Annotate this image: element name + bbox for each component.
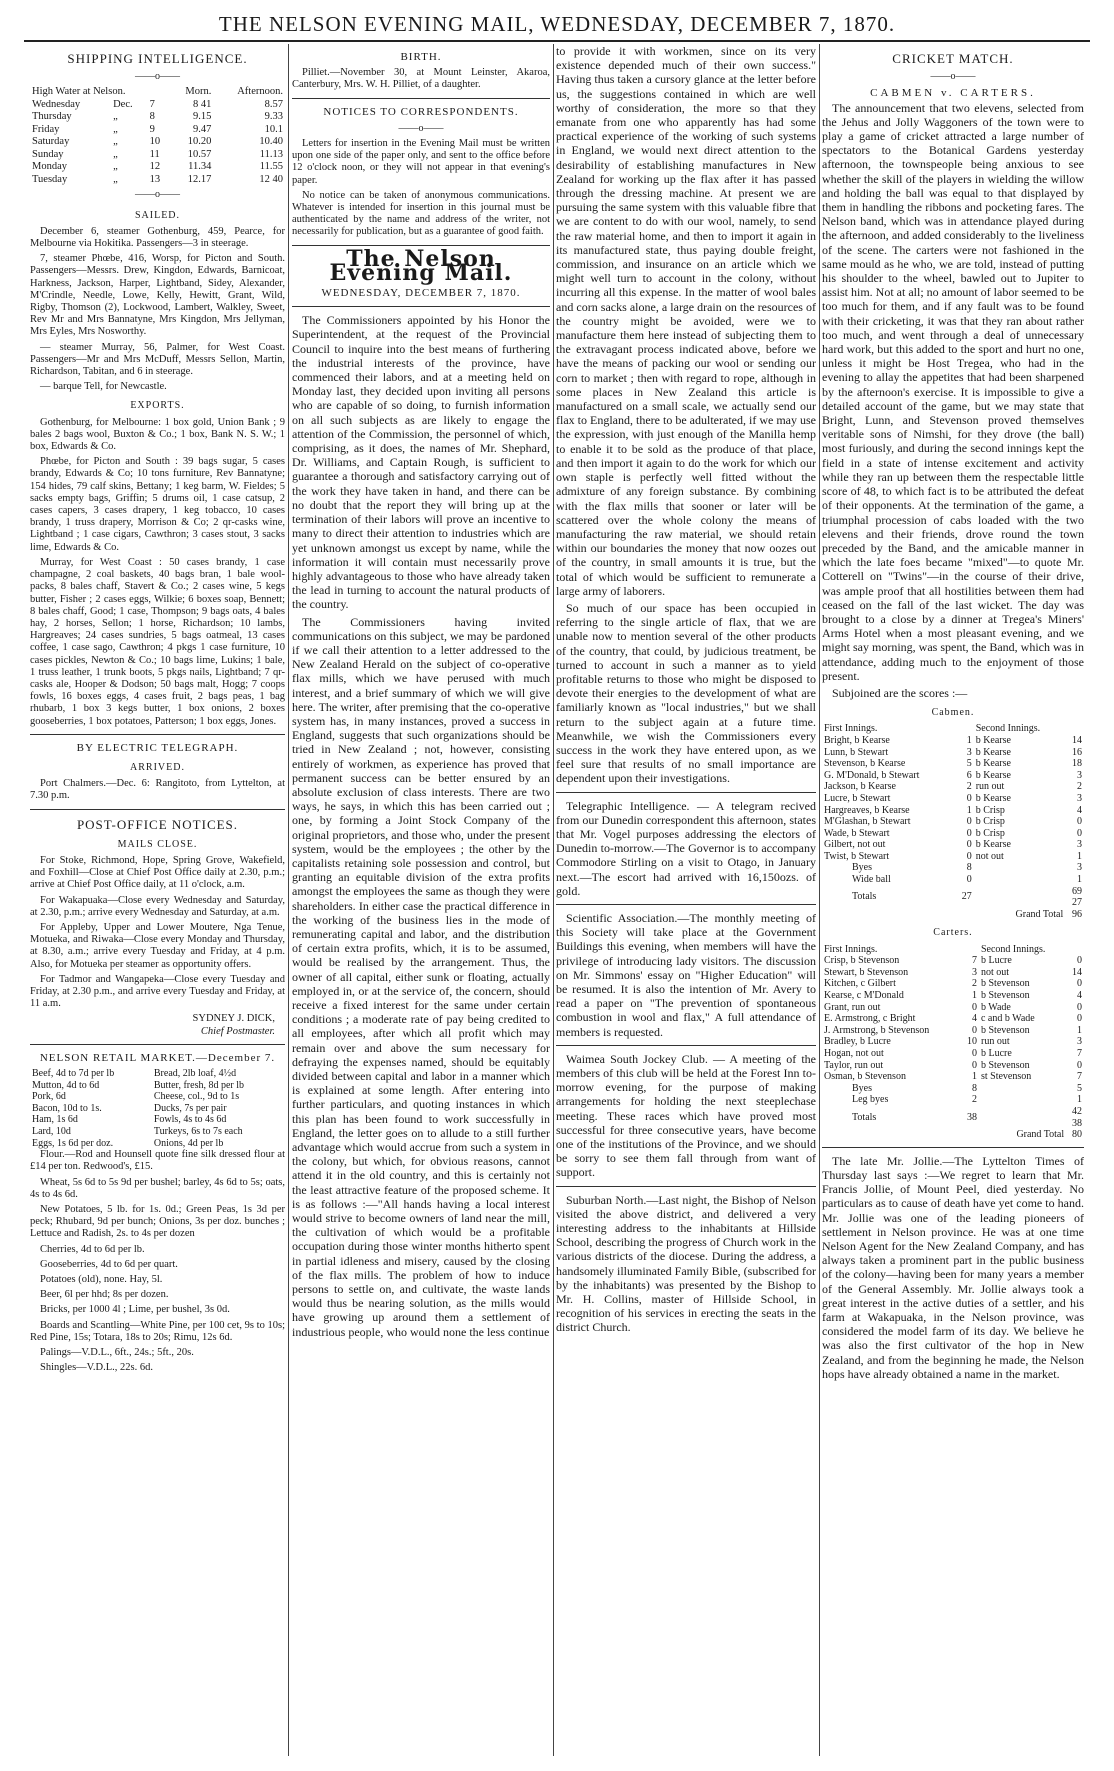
newspaper-banner: The Nelson Evening Mail. (329, 245, 513, 286)
market-note: Cherries, 4d to 6d per lb. (40, 1243, 145, 1255)
signature: SYDNEY J. DICK, (192, 1013, 275, 1025)
score-row: Hogan, not out 0 b Lucre 7 (824, 1047, 1082, 1059)
telegraph-title: BY ELECTRIC TELEGRAPH. (76, 741, 239, 754)
editorial-paragraph: So much of our space has been occupied in referring to the single article of flax, that we are unable now to mention several of the other products of the country, that could, by judicious treatment, be turned to account in such a manner as to yield profitable returns to those who might be disposed to devote their energies to the development of what are familiarly known as "local industries," but we shall return to the subject again at a future time. Meanwhile, we wish the Commissioners every success in the work they have entered upon, as we feel sure that results of no small importance are dependent upon their investigations. (556, 600, 816, 786)
notice-item: Letters for insertion in the Evening Mail must be written upon one side of the paper only, and sent to the office before 12 o'clock noon, or they will not appear in that evening's paper. (292, 138, 550, 186)
score-row: Wade, b Stewart 0 b Crisp 0 (824, 827, 1082, 839)
notices-title: NOTICES TO CORRESPONDENTS. (323, 105, 519, 118)
notice-item: No notice can be taken of anonymous communications. Whatever is intended for insertion in this journal must be authenticated by the name and address of the writer, not necessarily for publication, but as a guarantee of good faith. (292, 189, 550, 238)
innings-head: Second Innings. (980, 943, 1046, 955)
market-title: NELSON RETAIL MARKET.—December 7. (39, 1051, 276, 1064)
score-row: Twist, b Stewart 0 not out 1 (824, 850, 1082, 862)
score-row: M'Glashan, b Stewart 0 b Crisp 0 (824, 816, 1082, 828)
score-row: Kitchen, c Gilbert 2 b Stevenson 0 (824, 978, 1082, 990)
editorial-paragraph: The Commissioners appointed by his Honor the Superintendent, at the request of the Provincial Council to inquire into the best means of furthering the industrial interests of the province, have commenced their labors, and at a meeting held on Monday last, they decided upon inviting all persons who are capable of so doing, to furnish information on all such subjects as are likely to engage the attention of the Commission, the personnel of which, comprising, as it does, the names of Mr. Shephard, Dr. Williams, and Captain Rough, is sufficient to guarantee a thorough and satisfactory carrying out of the work they have taken in hand, and there can be no doubt that the report they will bring up at the termination of their labors will prove an incentive to many to direct their attention to industries which are yet unknown amongst us except by name, while the information it will contain must necessarily prove highly advantageous to those who have already taken the lead in turning to account the natural products of the country. (292, 313, 550, 612)
market-note: Shingles—V.D.L., 22s. 6d. (40, 1362, 153, 1374)
market-note: Gooseberries, 4d to 6d per quart. (40, 1258, 178, 1270)
totals-row: Totals 27 69 27 (852, 885, 1082, 909)
grand-total-row: Grand Total 96 (1015, 908, 1082, 920)
top-rule (24, 40, 1090, 42)
post-title: POST-OFFICE NOTICES. (76, 816, 239, 832)
market-note: Bricks, per 1000 4l ; Lime, per bushel, 3s 0d. (40, 1304, 230, 1316)
cricket-title: CRICKET MATCH. (892, 51, 1014, 66)
score-row: Byes 8 5 (852, 1082, 1082, 1094)
exports-title: EXPORTS. (130, 400, 185, 412)
post-item: For Appleby, Upper and Lower Moutere, Nga Tenue, Motueka, and Riwaka—Close every Monday and Thursday, at 8.30, a.m.; arrive every Tuesday and Friday, at 4 p.m. Also, for Motueka per steamer as opportunity offers. (30, 921, 285, 970)
market-note: Wheat, 5s 6d to 5s 9d per bushel; barley, 4s 6d to 5s; oats, 4s to 4s 6d. (30, 1176, 285, 1200)
column-rule (553, 44, 554, 1756)
score-row: Taylor, run out 0 b Stevenson 0 (824, 1059, 1082, 1071)
divider (30, 1044, 285, 1045)
market-row: Bacon, 10d to 1s. Ducks, 7s per pair (32, 1102, 227, 1114)
market-note: Beer, 6l per hhd; 8s per dozen. (40, 1289, 169, 1301)
innings-head: First Innings. (824, 723, 878, 735)
tide-row: Saturday „ 10 10.20 10.40 (32, 136, 283, 148)
market-row: Mutton, 4d to 6d Butter, fresh, 8d per lb (32, 1079, 245, 1091)
cabmen-scores (822, 723, 1084, 920)
jollie-obituary: The late Mr. Jollie.—The Lyttelton Times of Thursday last says :—We regret to learn that Mr. Francis Jollie, of Mount Peel, died yesterday. No particulars as to cause of death have yet come to hand. Mr. Jollie was one of the leading pioneers of settlement in Nelson province. He was at one time Nelson Agent for the New Zealand Company, and has always taken a prominent part in the public business of the colony—having been for many years a member of the General Assembly. Mr. Jollie always took a great interest in the active duties of a settler, and his farm at Wakapuaka, in the Nelson province, was considered the model farm of its day. We believe he was also the first cultivator of the hop in New Zealand, and from the beginning he made, the Nelson hops have already obtained a name in the market. (822, 1153, 1084, 1381)
market-note: Flour.—Rod and Hounsell quote fine silk dressed flour at £14 per ton. Redwood's, £15. (30, 1149, 285, 1173)
score-row: Leg byes 2 1 (852, 1094, 1082, 1106)
divider: ——o—— (135, 71, 180, 83)
telegraph-sub: ARRIVED. (130, 761, 185, 773)
sailed-item: 7, steamer Phœbe, 416, Worsp, for Picton and South. Passengers—Messrs. Drew, Kingdon, Edwards, Barnicoat, Harkness, Jackson, Harper, Lightband, Sidey, Alexander, M'Crindle, Needle, Lowe, Kelly, Hewitt, Grant, Wild, Rigby, Thomson (2), Lockwood, Lambert, Walkley, Sweet, Rev Mr and Mrs Bannatyne, Mrs Kingdon, Mrs Jellyman, Mrs Eyles, Mrs Nosworthy. (30, 253, 285, 338)
market-row: Ham, 1s 6d Fowls, 4s to 4s 6d (32, 1114, 227, 1126)
sailed-item: — steamer Murray, 56, Palmer, for West Coast. Passengers—Mr and Mrs McDuff, Messrs Sellon, Martin, Richardson, Tabitan, and 6 in steerage. (30, 341, 285, 378)
column-2 (292, 44, 550, 1756)
market-note: Palings—V.D.L., 6ft., 24s.; 5ft., 20s. (40, 1347, 194, 1358)
score-row: Stevenson, b Kearse 5 b Kearse 18 (824, 758, 1082, 770)
market-note: Potatoes (old), none. Hay, 5l. (40, 1273, 163, 1285)
market-row: Pork, 6d Cheese, col., 9d to 1s (32, 1091, 240, 1103)
tide-row: Thursday „ 8 9.15 9.33 (32, 111, 283, 123)
shipping-title: SHIPPING INTELLIGENCE. (67, 51, 248, 66)
divider (556, 904, 816, 905)
column-1 (30, 44, 285, 1756)
market-row: Beef, 4d to 7d per lb Bread, 2lb loaf, 4½d (32, 1068, 237, 1079)
post-sub: MAILS CLOSE. (117, 838, 198, 850)
score-row: Lucre, b Stewart 0 b Kearse 3 (824, 792, 1082, 804)
score-row: Gilbert, not out 0 b Kearse 3 (824, 839, 1082, 851)
carters-scores (822, 944, 1084, 1141)
export-item: Murray, for West Coast : 50 cases brandy, 1 case champagne, 2 coal baskets, 40 bags bran, 1 bale wool-packs, 8 bales chaff, Stavert & Co.; 2 cases wine, 5 kegs butter, Fisher ; 2 cases eggs, Wilkie; 6 boxes soap, Bennett; 8 bales chaff, Good; 1 case, Thompson; 9 bags oats, 4 bales hay, 2 horses, Sellon; 1 horse, Richardson; 10 lambs, Hargreaves; 24 cases sundries, 5 bags oatmeal, 13 cases coffee, 1 case sago, Cawthron; 4 pkgs 1 case furniture, 10 cases pickles, Newton & Co.; 10 bags lime, Lukins; 1 bale, 1 truss leather, 1 trunk boots, 5 pkgs nails, Lightband; 7 qr-casks ale, Hooper & Dodson; 50 bags malt, Hogg; 7 coops fowls, 16 boxes eggs, 4 cases fruit, 2 bags peas, 1 bag rhubarb, 1 box 3 kegs butter, 1 box onions, 2 boxes gooseberries, 1 box potatoes, Patterson; 1 box eggs, Jones. (30, 556, 285, 727)
innings-head: Second Innings. (975, 723, 1041, 735)
signature-title: Chief Postmaster. (200, 1025, 275, 1037)
cabmen-label: Cabmen. (931, 707, 975, 719)
export-item: Gothenburg, for Melbourne: 1 box gold, Union Bank ; 9 bales 2 bags wool, Buxton & Co.; 1 box, Bank N. S. W.; 1 box, Edwards & Co. (30, 416, 285, 453)
cricket-report: The announcement that two elevens, selected from the Jehus and Jolly Waggoners of the town were to play a game of cricket attracted a large number of spectators to the Botanical Gardens yesterday afternoon, the townspeople being anxious to see whether the skill of the players in wielding the willow and holding the ball was equal to that displayed by them in handling the ribbons and pocketing fares. The Nelson band, which was in attendance played during the afternoon, and added considerably to the liveliness of the scene. The carters were not fashioned in the same mould as he who, we are told, instead of putting his shoulder to the wheel, bawled out to Jupiter to assist him. Not at all; no amount of labor seemed to be too much for them, and if any fault was to be found with their cricketing, it was that they ran about rather too much, and went through a deal of unnecessary hard work, but this added to the sport and hurt no one, unless it might be Host Tregea, who had in the evening to allay the appetites that had been sharpened by the afternoon's exercise. It is impossible to give a detailed account of the game, but we may state that Bright, Lunn, and Stevenson proved themselves veritable sons of Nimshi, for they drove (the ball) most furiously, and during the second innings kept the field in a state of intense excitement and activity while they ran up between them the respectable little score of 48, to which fact is to be attributed the defeat of their opponents. At the termination of the game, a triumphal procession of cabs loaded with the two elevens and their friends, drove round the town preceded by the Band, and the amicable manner in which the late foes became "mixed"—to quote Mr. Cotterell on "Twins"—in the course of their drive, was ample proof that all hostilities between them had ceased on the fall of the last wicket. The day was brought to a close by a dinner at Tregea's Miners' Arms Hotel when a most pleasant evening, and we might say morning, was spent, the Band, which was in attendance, adding much to the enjoyment of those present. (822, 100, 1084, 683)
post-item: For Wakapuaka—Close every Wednesday and Saturday, at 2.30, p.m.; arrive every Wednesday and Saturday, at a.m. (30, 894, 285, 918)
divider (30, 809, 285, 810)
editorial-continued: to provide it with workmen, since on its very existence depended much of their own success." Having thus taken a cursory glance at the letter before us, the suggestions contained in which are well worthy of consideration, the more so that they emanate from one who apparently has had some practical experience of the working of such systems in England, we would next direct attention to the desirability of establishing manufactures in New Zealand for working up the flax after it has passed through the dressing machine. At present we are pursuing the same system with this valuable fibre that we are content to do with our wool, namely, to send the raw material home, and then to import it again in its manufactured state, thus paying double freight, commission, and insurance on an article which we might well turn to account in the colony, without incurring all this expense. In the matter of wool bales and corn sacks alone, a large drain on the resources of the country might be avoided, were we to manufacture them here instead of subjecting them to the extravagant process indicated above, before we have the means of packing our wool or sending our corn to market ; then with regard to rope, although in some places in New Zealand this article is manufactured on a small scale, we actually send our flax to England, there to be adulterated, if we may use the expression, with just enough of the Manilla hemp to enable it to be sold as the produce of that place, and then import it again to do the work for which our own staple is perfectly well fitted without the admixture of any foreign substance. By combining with the flax mills that sooner or later will be scattered over the whole colony the means of manufacturing the raw material, we should retain within our boundaries the money that now oozes out of the country, in small amounts it is true, but the total of which would be sufficient to remunerate a large army of laborers. (556, 44, 816, 598)
tide-row: Monday „ 12 11.34 11.55 (32, 161, 283, 173)
column-rule (288, 44, 289, 1756)
score-row: Lunn, b Stewart 3 b Kearse 16 (824, 746, 1082, 758)
news-item: Scientific Association.—The monthly meeting of this Society will take place at the Government Buildings this evening, when members will have the privilege of introducing lady visitors. The discussion on Mr. Simmons' essay on "Higher Education" will be resumed. It is also the intention of Mr. Avery to read a paper on "The prevention of spontaneous combustion in wool and flax," A full attendance of members is requested. (556, 910, 816, 1039)
score-row: Jackson, b Kearse 2 run out 2 (824, 781, 1082, 793)
divider (292, 306, 550, 307)
score-row: G. M'Donald, b Stewart 6 b Kearse 3 (824, 769, 1082, 781)
tide-row: Wednesday Dec. 7 8 41 8.57 (32, 98, 283, 110)
score-row: Byes 8 3 (852, 862, 1082, 874)
score-row: Stewart, b Stevenson 3 not out 14 (824, 966, 1082, 978)
divider (556, 1186, 816, 1187)
news-item: Waimea South Jockey Club. — A meeting of the members of this club will be held at the Forest Inn to-morrow evening, for the purpose of making arrangements for holding the next steeplechase meeting. These races which have proved most successful for three consecutive years, have become one of the institutions of the Province, and we should be sorry to see them fall through from want of support. (556, 1051, 816, 1180)
column-rule (819, 44, 820, 1756)
tide-row: Sunday „ 11 10.57 11.13 (32, 148, 283, 160)
score-row: Bradley, b Lucre 10 run out 3 (824, 1036, 1082, 1048)
tide-head: High Water at Nelson. (32, 86, 126, 98)
market-note: New Potatoes, 5 lb. for 1s. 0d.; Green Peas, 1s 3d per peck; Rhubard, 9d per bunch; Onions, 3s per doz. bunches ; Lettuce and Radish, 2s. to 4s per dozen (30, 1203, 285, 1240)
column-3 (556, 44, 816, 1756)
divider (292, 98, 550, 99)
score-row: Wide ball 0 1 (852, 874, 1082, 886)
score-row: Bright, b Kearse 1 b Kearse 14 (824, 734, 1082, 746)
score-row: Kearse, c M'Donald 1 b Stevenson 4 (824, 990, 1082, 1002)
editorial-paragraph: The Commissioners having invited communications on this subject, we may be pardoned if we call their attention to a letter addressed to the New Zealand Herald on the subject of co-operative flax mills, which we have perused with much interest, and a brief summary of which we will give here. The writer, after premising that the co-operative system has, in many instances, proved a success in England, suggests that such organizations should be tried in New Zealand ; not, however, consisting entirely of workmen, as experience has proved that permanent success can be better ensured by an absolute exclusion of class interests. There are two ways, he says, in which this has been carried out ; one, by forming a Joint Stock Company of the original proprietors, and those who, under the present system, would be the employees ; the other by the capitalists retaining sole possession and control, but granting an equitable division of the extra profits amongst the employees the same as though they were shareholders. In either case the practical difference in the working of the business lies in the mode of remunerating capital and labor, and the distribution of certain extra profits, which, it is to be assumed, would be realised by the arrangement. Thus, the owner of all capital, either sunk or floating, actually employed in, or at the service of, the concern, should receive a fixed interest for the same under certain conditions ; a moderate rate of pay being credited to all employees, after which all profit which may remain over and above the sum necessary for defraying the expenses named, should be equitably divided between capital and labor in a manner which is explained at some length. After entering into further particulars, and quoting instances in which this plan has been found to work successfully in England, the letter goes on to allude to a still further advantage which would accrue from such a system in the colony, but which, for obvious reasons, cannot attend it in the old country, and this is certainly not the least attractive feature of the proposed scheme. It is as follows :—"All hands having a local interest would strive to become owners of land near the mill, the cultivation of which would be a profitable occupation during those winter months hitherto spent in partial idleness and misery, caused by the closing of the flax mills. The problem of how to induce persons to settle on, and cultivate, the waste lands would thus be nearing solution, as the mills would have growing up around them a settlement of industrious people, who would none the less continue (292, 614, 550, 1339)
post-item: For Tadmor and Wangapeka—Close every Tuesday and Friday, at 2.30 p.m., and arrive every Tuesday and Friday, at 11 a.m. (30, 973, 285, 1010)
market-table (30, 1068, 285, 1149)
sailed-title: SAILED. (134, 209, 181, 221)
tide-table (30, 86, 285, 186)
divider (822, 1147, 1084, 1148)
innings-head: First Innings. (824, 943, 878, 955)
export-item: Phœbe, for Picton and South : 39 bags sugar, 5 cases brandy, Edwards & Co; 10 tons furniture, Rev Bannatyne; 154 hides, 79 calf skins, Bettany; 1 keg barm, W. Fieldes; 5 sacks empty bags, Griffin; 5 drums oil, 1 case catsup, 2 cases capers, 3 cases drapery, 1 keg tobacco, 10 cases brandy, 1 truss drapery, Morrison & Co; 2 qr-casks wine, Lightband ; 1 case cigars, Cawthron; 3 cases stout, 3 sacks lime, Edwards & Co. (30, 456, 285, 553)
birth-text: Pilliet.—November 30, at Mount Leinster, Akaroa, Canterbury, Mrs. W. H. Pilliet, of a daughter. (292, 67, 550, 91)
divider (556, 1045, 816, 1046)
birth-title: BIRTH. (400, 51, 442, 63)
dateline: WEDNESDAY, DECEMBER 7, 1870. (321, 287, 521, 300)
grand-total-row: Grand Total 80 (1016, 1129, 1082, 1141)
divider: ——o—— (398, 122, 444, 134)
totals-row: Totals 38 42 38 (852, 1105, 1082, 1129)
tide-head: Afternoon. (237, 86, 283, 98)
tide-head: Morn. (185, 86, 212, 98)
tide-row: Tuesday „ 13 12.17 12 40 (32, 173, 283, 185)
divider: ——o—— (930, 71, 976, 83)
divider (30, 734, 285, 735)
scores-intro: Subjoined are the scores :— (832, 685, 968, 700)
post-item: For Stoke, Richmond, Hope, Spring Grove, Wakefield, and Foxhill—Close at Chief Post Office daily at 2.30, p.m.; arrive at Chief Post Office daily, at 11 o'clock, a.m. (30, 854, 285, 891)
sailed-item: December 6, steamer Gothenburg, 459, Pearce, for Melbourne via Hokitika. Passengers—3 in steerage. (30, 225, 285, 250)
telegraph-text: Port Chalmers.—Dec. 6: Rangitoto, from Lyttelton, at 7.30 p.m. (30, 778, 285, 802)
score-row: J. Armstrong, b Stevenson 0 b Stevenson 1 (824, 1024, 1082, 1036)
news-item: Telegraphic Intelligence. — A telegram recived from our Dunedin correspondent this afternoon, states that Mr. Vogel purposes addressing the electors of Dunedin to-morrow.—The Governor is to accompany Commodore Stirling on a visit to Otago, in January next.—The escort had arrived with 16,150ozs. of gold. (556, 798, 816, 898)
divider (556, 792, 816, 793)
score-row: Osman, b Stevenson 1 st Stevenson 7 (824, 1071, 1082, 1083)
score-row: Grant, run out 0 b Wade 0 (824, 1001, 1082, 1013)
masthead: THE NELSON EVENING MAIL, WEDNESDAY, DECEMBER 7, 1870. (218, 12, 896, 36)
news-item: Suburban North.—Last night, the Bishop of Nelson visited the above district, and delivered a very interesting address to the inhabitants at Hillside School, describing the progress of Church work in the various districts of the diocese. During the address, a handsomely illuminated Family Bible, (subscribed for by the inhabitants) was presented by the Bishop to Mr. H. Collins, master of Hillside School, in recognition of his services in erecting the seats in the district Church. (556, 1192, 816, 1335)
divider: ——o—— (135, 189, 180, 201)
cricket-subtitle: CABMEN v. CARTERS. (870, 87, 1036, 100)
column-4 (822, 44, 1084, 1756)
tide-row: Friday „ 9 9.47 10.1 (32, 123, 283, 135)
score-row: Hargreaves, b Kearse 1 b Crisp 4 (824, 804, 1082, 816)
score-row: Crisp, b Stevenson 7 b Lucre 0 (824, 955, 1082, 967)
sailed-item: — barque Tell, for Newcastle. (40, 381, 167, 393)
carters-label: Carters. (933, 927, 973, 939)
market-note: Boards and Scantling—White Pine, per 100 cet, 9s to 10s; Red Pine, 15s; Totara, 18s to 20s; Rimu, 12s 6d. (30, 1319, 285, 1343)
score-row: E. Armstrong, c Bright 4 c and b Wade 0 (824, 1013, 1082, 1025)
market-row: Eggs, 1s 6d per doz. Onions, 4d per lb (32, 1137, 224, 1149)
market-row: Lard, 10d Turkeys, 6s to 7s each (32, 1125, 243, 1137)
